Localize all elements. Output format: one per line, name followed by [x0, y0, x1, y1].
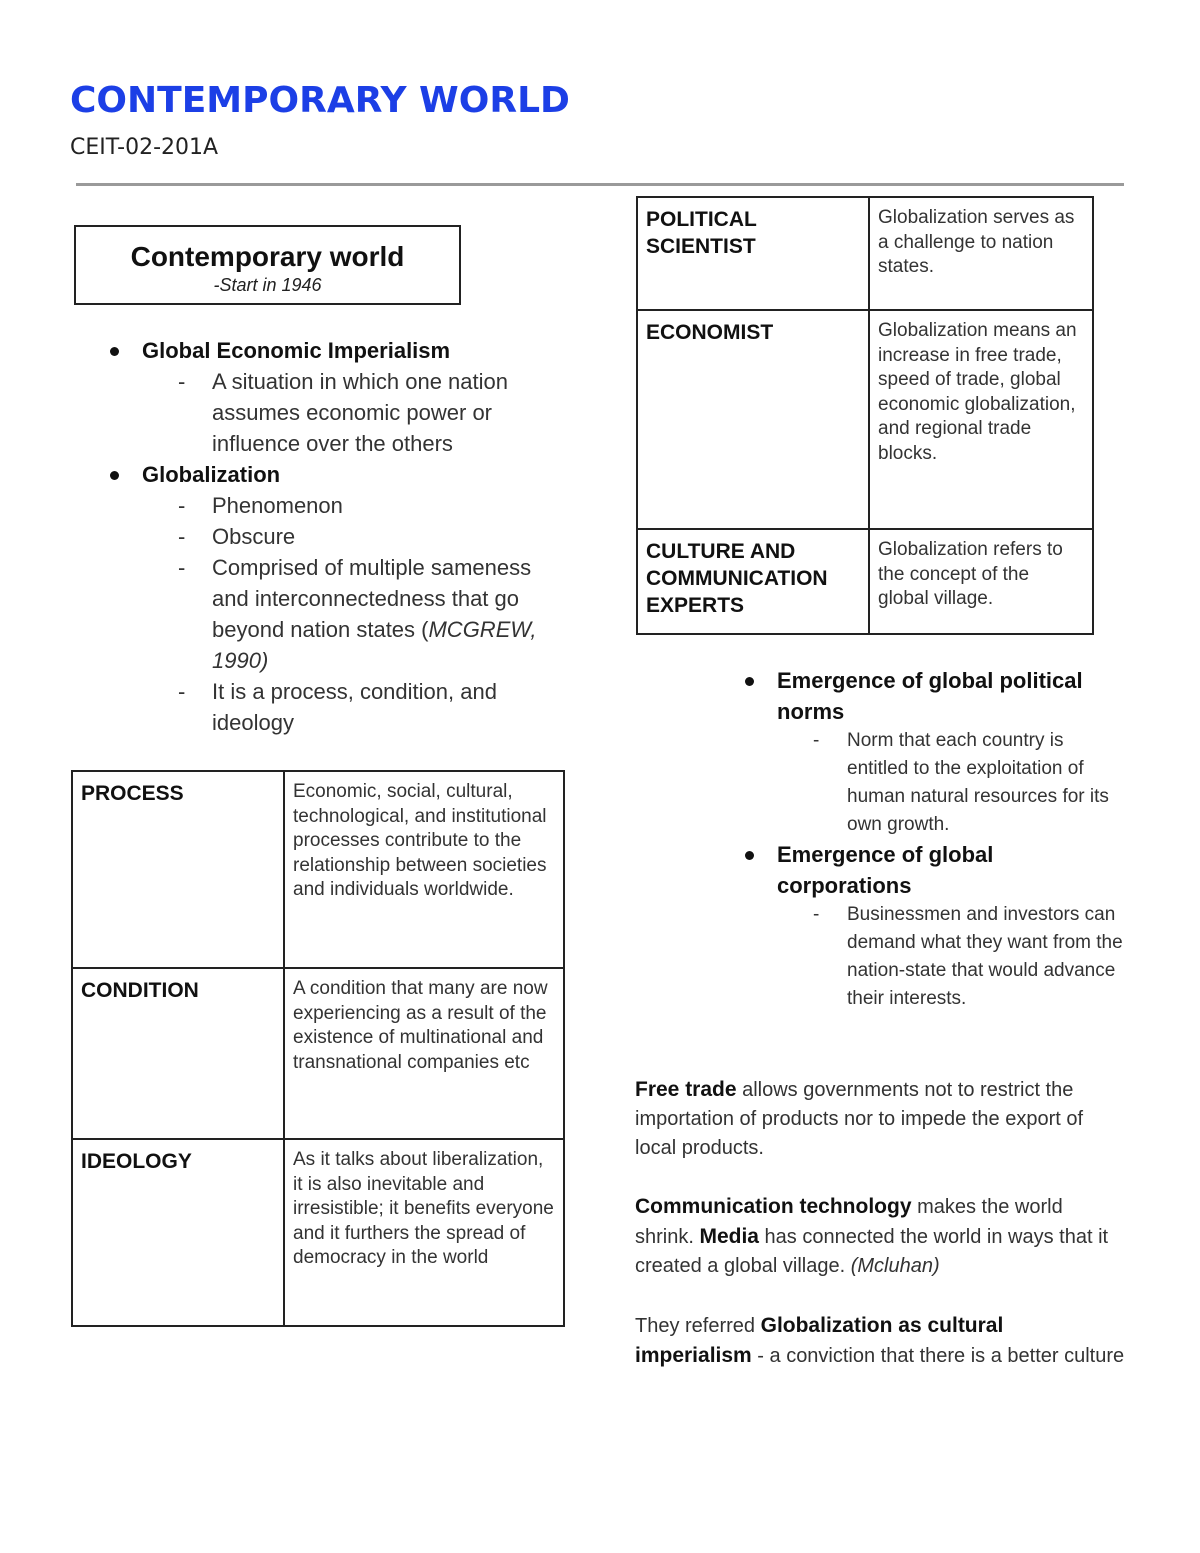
table-row: [637, 529, 1093, 634]
bullet-icon: [110, 347, 119, 356]
dash-marker: -: [178, 524, 186, 549]
dash-marker: -: [178, 555, 186, 580]
sub-list-text: It is a process, condition, and ideology: [212, 679, 497, 735]
paragraph-text: makes the world shrink.: [635, 1196, 1063, 1248]
list-item: [72, 335, 572, 459]
table-key-cell: POLITICAL SCIENTIST: [637, 197, 869, 310]
table-row: [72, 771, 564, 968]
cultural-imperialism-paragraph: [635, 1311, 1125, 1371]
left-bullet-list: [72, 335, 572, 738]
dash-marker: -: [813, 730, 820, 751]
table-value-cell: Globalization refers to the concept of the global village.: [869, 529, 1093, 634]
table-key-cell: ECONOMIST: [637, 310, 869, 529]
sub-list-item: [707, 901, 1127, 1013]
list-item-label: Globalization: [142, 462, 281, 487]
sub-list-item: [72, 490, 572, 521]
bullet-icon: [745, 851, 754, 860]
sub-list-item: [707, 727, 1127, 839]
paragraph-text: - a conviction that there is a better culture: [751, 1345, 1125, 1367]
bullet-icon: [110, 471, 119, 480]
dash-marker: -: [178, 369, 186, 394]
bold-term: Globalization as cultural imperialism: [635, 1314, 1004, 1367]
sub-list-text: A situation in which one nation assumes economic power or influence over the others: [212, 369, 508, 456]
table-value-cell: Globalization means an increase in free trade, speed of trade, global economic globalization, and regional trade blocks.: [869, 310, 1093, 529]
table-key-cell: CULTURE AND COMMUNICATION EXPERTS: [637, 529, 869, 634]
topic-subheading: -Start in 1946: [213, 275, 322, 295]
communication-paragraph: [635, 1192, 1125, 1281]
definition-table: [71, 770, 565, 1327]
table-key-cell: PROCESS: [72, 771, 284, 968]
paragraph-text: has connected the world in ways that it created a global village.: [635, 1226, 1109, 1277]
sub-list-text: Obscure: [212, 524, 296, 549]
citation: MCGREW, 1990): [212, 617, 537, 673]
list-item: [707, 665, 1127, 839]
table-key-cell: IDEOLOGY: [72, 1139, 284, 1326]
table-row: [72, 1139, 564, 1326]
right-bullet-list: [707, 665, 1127, 1013]
sub-list-text: Comprised of multiple sameness and interconnectedness that go beyond nation states (: [212, 555, 532, 642]
bullet-icon: [745, 677, 754, 686]
free-trade-paragraph: [635, 1075, 1125, 1163]
bold-term: Media: [699, 1225, 759, 1248]
table-value-cell: A condition that many are now experiencing as a result of the existence of multinational and transnational companies etc: [284, 968, 564, 1139]
list-item: [707, 839, 1127, 1013]
document-title: CONTEMPORARY WORLD: [70, 80, 570, 121]
list-item: [72, 459, 572, 738]
sub-list-item: [72, 676, 552, 738]
dash-marker: -: [813, 904, 820, 925]
paragraph-text: They referred: [635, 1315, 761, 1337]
topic-box: [74, 225, 461, 305]
horizontal-divider: [76, 183, 1124, 186]
table-key-cell: CONDITION: [72, 968, 284, 1139]
dash-marker: -: [178, 493, 186, 518]
course-code: CEIT-02-201A: [70, 135, 219, 160]
sub-list-item: [72, 552, 572, 676]
perspectives-table: [636, 196, 1094, 635]
bold-term: Free trade: [635, 1078, 737, 1101]
table-value-cell: As it talks about liberalization, it is also inevitable and irresistible; it benefits everyone and it furthers the spread of democracy in the world: [284, 1139, 564, 1326]
bold-term: Communication technology: [635, 1195, 912, 1218]
dash-marker: -: [178, 679, 186, 704]
sub-list-text: Phenomenon: [212, 493, 343, 518]
sub-list-item: [72, 521, 572, 552]
list-item-label: Global Economic Imperialism: [142, 338, 451, 363]
sub-list-text: Businessmen and investors can demand what they want from the nation-state that would advance their interests.: [847, 904, 1123, 1009]
list-item-label: Emergence of global corporations: [777, 842, 994, 898]
table-value-cell: Globalization serves as a challenge to nation states.: [869, 197, 1093, 310]
sub-list-item: [142, 366, 562, 459]
topic-heading: Contemporary world: [130, 241, 405, 272]
sub-list-text: Norm that each country is entitled to the exploitation of human natural resources for its own growth.: [847, 730, 1109, 835]
table-row: [72, 968, 564, 1139]
paragraph-text: allows governments not to restrict the importation of products nor to impede the export of local products.: [635, 1079, 1084, 1159]
list-item-label: Emergence of global political norms: [777, 668, 1083, 724]
table-value-cell: Economic, social, cultural, technological, and institutional processes contribute to the relationship between societies and individuals worldwide.: [284, 771, 564, 968]
table-row: [637, 197, 1093, 310]
citation: (Mcluhan): [850, 1255, 940, 1277]
table-row: [637, 310, 1093, 529]
